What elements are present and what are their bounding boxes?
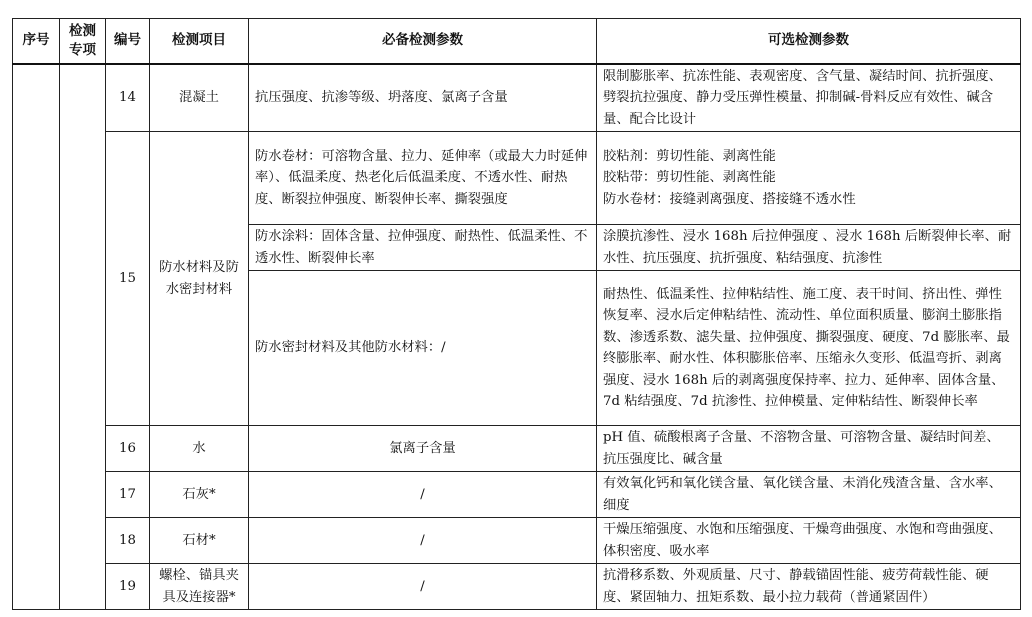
header-seq: 序号 [13,19,60,64]
row-optional-sealant: 耐热性、低温柔性、拉伸粘结性、施工度、表干时间、挤出性、弹性恢复率、浸水后定伸粘结性、流动性、单位面积质量、膨润土膨胀指数、渗透系数、滤失量、拉伸强度、撕裂强度、硬度、7d 膨胀率、最终膨胀率、耐水性、体积膨胀倍率、压缩永久变形、低温弯折、剥离强度、浸水 168h 后的剥离强度保持率、拉力、延伸率、固体含量、7d 粘结强度、7d 抗渗性、拉伸模量、定伸粘结性、断裂伸长率 [597,271,1021,426]
row-required-waterproof-coating: 防水涂料：固体含量、拉伸强度、耐热性、低温柔性、不透水性、断裂伸长率 [249,225,597,271]
row-required-waterproof-membrane: 防水卷材：可溶物含量、拉力、延伸率（或最大力时延伸率）、低温柔度、热老化后低温柔度、不透水性、耐热度、断裂拉伸强度、断裂伸长率、撕裂强度 [249,132,597,225]
table-row [13,472,1021,518]
row-required: / [249,518,597,564]
row-optional: 干燥压缩强度、水饱和压缩强度、干燥弯曲强度、水饱和弯曲强度、体积密度、吸水率 [597,518,1021,564]
header-optional: 可选检测参数 [597,19,1021,64]
header-required: 必备检测参数 [249,19,597,64]
table-row [13,518,1021,564]
row-code: 17 [106,472,150,518]
row-item: 石材* [150,518,249,564]
optional-adhesive-tape-line: 胶粘带：剪切性能、剥离性能 [603,170,776,186]
row-optional: 抗滑移系数、外观质量、尺寸、静载锚固性能、疲劳荷载性能、硬度、紧固轴力、扭矩系数、最小拉力载荷（普通紧固件） [597,564,1021,610]
row-optional: 有效氧化钙和氧化镁含量、氧化镁含量、未消化残渣含量、含水率、细度 [597,472,1021,518]
row-code: 14 [106,64,150,132]
optional-adhesive-line: 胶粘剂：剪切性能、剥离性能 [603,148,776,164]
row-optional-waterproof-coating: 涂膜抗渗性、浸水 168h 后拉伸强度 、浸水 168h 后断裂伸长率、耐水性、抗压强度、抗折强度、粘结强度、抗渗性 [597,225,1021,271]
table-row [13,426,1021,472]
category-cell [60,64,106,610]
row-required: 抗压强度、抗渗等级、坍落度、氯离子含量 [249,64,597,132]
inspection-parameter-table [12,18,1021,610]
row-required: / [249,472,597,518]
row-optional: 限制膨胀率、抗冻性能、表观密度、含气量、凝结时间、抗折强度、劈裂抗拉强度、静力受压弹性模量、抑制碱-骨料反应有效性、碱含量、配合比设计 [597,64,1021,132]
row-item: 防水材料及防水密封材料 [150,132,249,426]
table-row [13,564,1021,610]
row-code: 16 [106,426,150,472]
row-item: 水 [150,426,249,472]
row-optional-adhesives [597,132,1021,225]
header-category: 检测专项 [60,19,106,64]
row-required-sealant: 防水密封材料及其他防水材料：/ [249,271,597,426]
row-code: 18 [106,518,150,564]
row-item: 混凝土 [150,64,249,132]
row-code: 15 [106,132,150,426]
row-required: 氯离子含量 [249,426,597,472]
seq-cell [13,64,60,610]
optional-membrane-line: 防水卷材：接缝剥离强度、搭接缝不透水性 [603,191,856,207]
row-code: 19 [106,564,150,610]
table-row [13,132,1021,225]
header-code: 编号 [106,19,150,64]
row-item: 螺栓、锚具夹具及连接器* [150,564,249,610]
table-row [13,64,1021,132]
header-item: 检测项目 [150,19,249,64]
row-required: / [249,564,597,610]
row-item: 石灰* [150,472,249,518]
table-header-row [13,19,1021,64]
row-optional: pH 值、硫酸根离子含量、不溶物含量、可溶物含量、凝结时间差、 抗压强度比、碱含量 [597,426,1021,472]
